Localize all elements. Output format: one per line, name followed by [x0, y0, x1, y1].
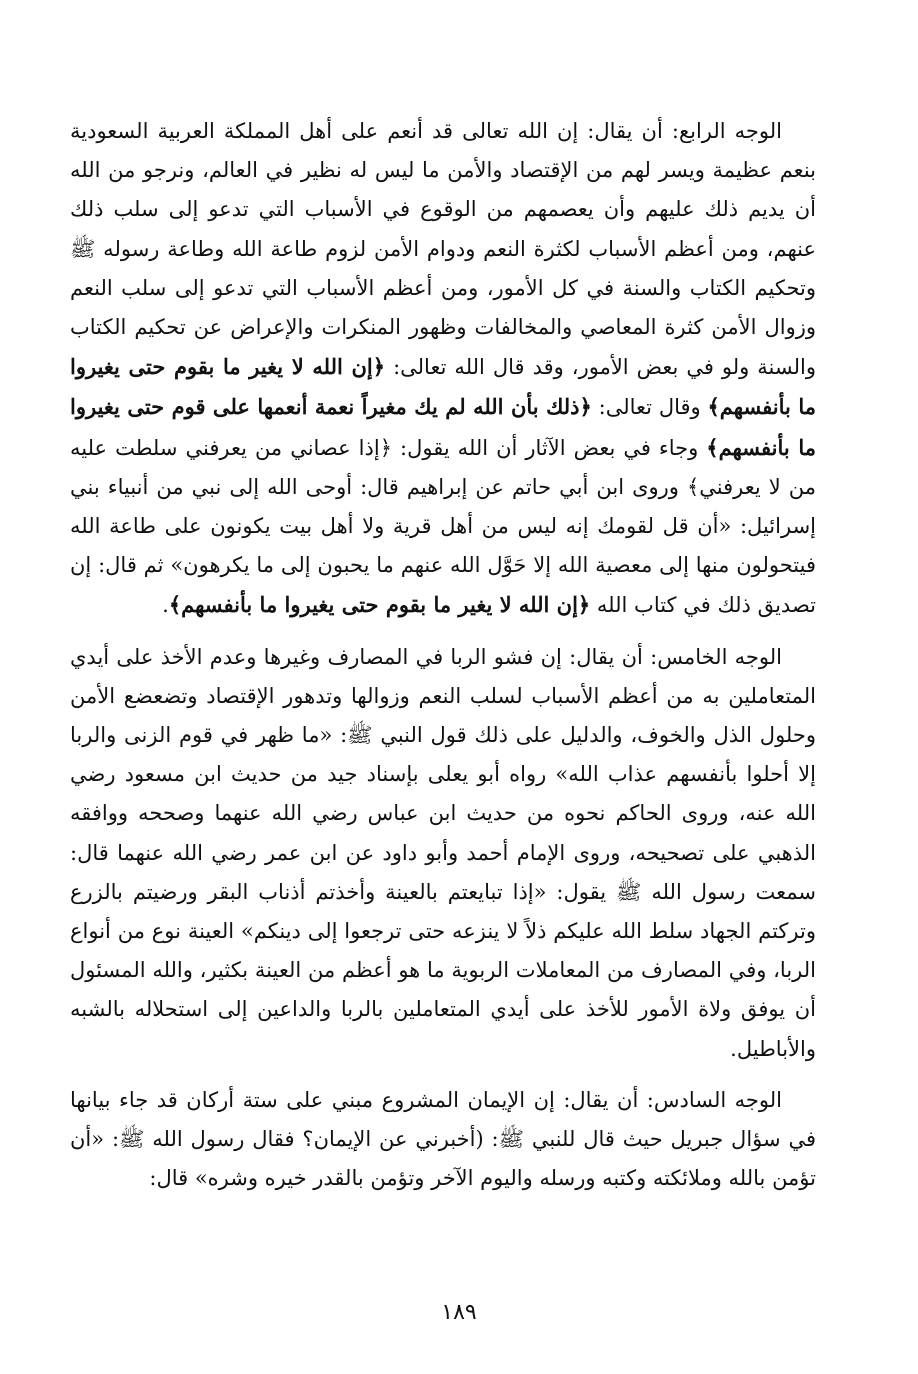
page-number: ١٨٩	[441, 1300, 477, 1325]
paragraph-fourth-aspect	[70, 112, 816, 626]
text-segment: الوجه الخامس: أن يقال: إن فشو الربا في المصارف وغيرها وعدم الأخذ على أيدي المتعاملين به من أعظم الأسباب لسلب النعم وزوالها وتدهور الإقتصاد وتضعضع الأمن وحلول الذل والخوف، والدليل على ذلك قول النبي ﷺ: «ما ظهر في قوم الزنى والربا إلا أحلوا بأنفسهم عذاب الله» رواه أبو يعلى بإسناد جيد من حديث ابن مسعود رضي الله عنه، وروى الحاكم نحوه من حديث ابن عباس رضي الله عنهما وصححه ووافقه الذهبي على تصحيحه، وروى الإمام أحمد وأبو داود عن ابن عمر رضي الله عنهما قال: سمعت رسول الله ﷺ يقول: «إذا تبايعتم بالعينة وأخذتم أذناب البقر ورضيتم بالزرع وتركتم الجهاد سلط الله عليكم ذلاً لا ينزعه حتى ترجعوا إلى دينكم» العينة نوع من أنواع الربا، وفي المصارف من المعاملات الربوية ما هو أعظم من العينة بكثير، والله المسئول أن يوفق ولاة الأمور للأخذ على أيدي المتعاملين بالربا والداعين إلى استحلاله بالشبه والأباطيل.	[70, 644, 816, 1061]
text-segment: وجاء في بعض الآثار أن الله يقول: ﴿إذا عصاني من يعرفني سلطت عليه من لا يعرفني﴾ وروى ابن أبي حاتم عن إبراهيم قال: أوحى الله إلى نبي من أنبياء بني إسرائيل: «أن قل لقومك إنه ليس من أهل قرية ولا أهل بيت يكونون على طاعة الله فيتحولون منها إلى معصية الله إلا حَوَّل الله عنهم ما يحبون إلى ما يكرهون» ثم قال: إن تصديق ذلك في كتاب الله	[70, 435, 816, 618]
paragraph-fifth-aspect	[70, 638, 816, 1069]
text-segment: الوجه السادس: أن يقال: إن الإيمان المشروع مبني على ستة أركان قد جاء بيانها في سؤال جبريل حيث قال للنبي ﷺ: (أخبرني عن الإيمان؟ فقال رسول الله ﷺ: «أن تؤمن بالله وملائكته وكتبه ورسله واليوم الآخر وتؤمن بالقدر خيره وشره» قال:	[70, 1087, 816, 1191]
paragraph-sixth-aspect	[70, 1081, 816, 1199]
text-segment: .	[162, 593, 169, 618]
text-segment: الوجه الرابع: أن يقال: إن الله تعالى قد أنعم على أهل المملكة العربية السعودية بنعم عظيمة ويسر لهم من الإقتصاد والأمن ما ليس له نظير في العالم، ونرجو من الله أن يديم ذلك عليهم وأن يعصمهم من الوقوع في الأسباب التي تدعو إلى سلب ذلك عنهم، ومن أعظم الأسباب لكثرة النعم ودوام الأمن لزوم طاعة الله وطاعة رسوله ﷺ وتحكيم الكتاب والسنة في كل الأمور، ومن أعظم الأسباب التي تدعو إلى سلب النعم وزوال الأمن كثرة المعاصي والمخالفات وظهور المنكرات والإعراض عن تحكيم الكتاب والسنة ولو في بعض الأمور، وقد قال الله تعالى:	[70, 119, 816, 380]
quran-verse: ﴿إن الله لا يغير ما بقوم حتى يغيروا ما بأنفسهم﴾	[168, 592, 591, 618]
quran-verse: ﴿ذلك بأن الله لم يك مغيراً نعمة أنعمها على قوم حتى يغيروا ما بأنفسهم﴾	[70, 394, 816, 460]
page-body	[70, 112, 816, 1198]
text-segment: وقال تعالى:	[591, 395, 708, 420]
quran-verse: ﴿إن الله لا يغير ما بقوم حتى يغيروا ما بأنفسهم﴾	[70, 354, 816, 420]
